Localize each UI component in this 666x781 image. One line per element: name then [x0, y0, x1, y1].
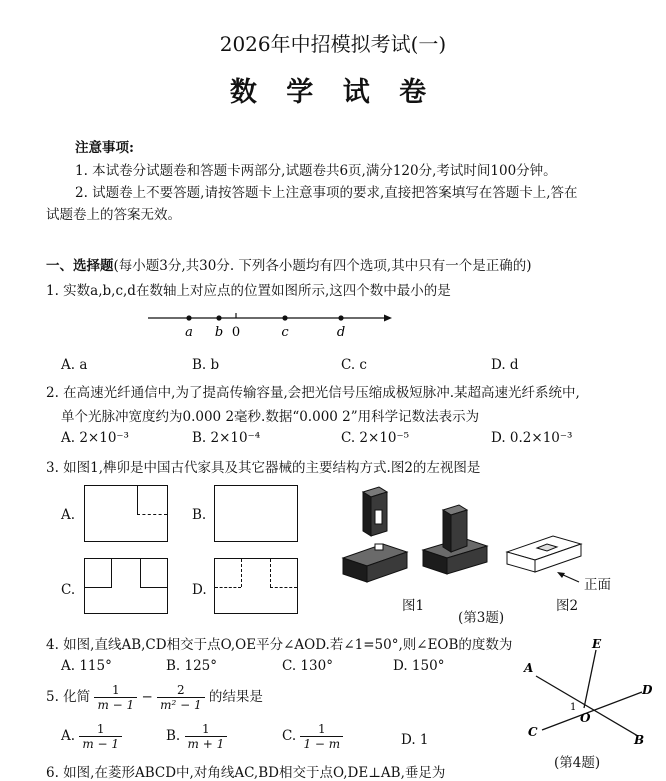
q4-caption: (第4题) [554, 755, 601, 771]
point-a [186, 315, 191, 320]
q3-option-d-label: D. [192, 582, 207, 598]
angle-1: 1 [570, 702, 577, 713]
q2-line2: 单个光脉冲宽度约为0.000 2毫秒.数据“0.000 2”用科学记数法表示为 [61, 409, 480, 425]
q3-fig1-label: 图1 [402, 598, 425, 614]
q3-option-a-figure [84, 485, 168, 542]
point-o: O [580, 711, 591, 725]
q4-stem: 4. 如图,直线AB,CD相交于点O,OE平分∠AOD.若∠1=50°,则∠EOB的度数为 [46, 637, 513, 653]
label-0: 0 [231, 325, 241, 340]
point-a: A [524, 661, 534, 675]
a-hidden-line [137, 514, 167, 515]
q3-option-a-label: A. [61, 507, 76, 523]
line-cd [542, 692, 642, 730]
q5-minus: − [141, 689, 153, 705]
q1-stem: 1. 实数a,b,c,d在数轴上对应点的位置如图所示,这四个数中最小的是 [46, 283, 451, 299]
q4-option-d: D. 150° [393, 658, 445, 674]
point-d: D [642, 683, 653, 697]
q5-fraction-2: $\frac{2}{\text{m² − 1}}$ [157, 683, 205, 712]
q5-option-b: B. $\frac{1}{m + 1}$ [166, 722, 227, 751]
label-b: b [214, 325, 224, 340]
front-arrow [561, 574, 579, 582]
number-line-arrow [384, 315, 392, 322]
q3-caption: (第3题) [458, 610, 505, 626]
notice-item-1: 1. 本试卷分试题卷和答题卡两部分,试题卷共6页,满分120分,考试时间100分钟。 [75, 163, 557, 179]
q1-option-b: B. b [192, 357, 220, 373]
point-d [338, 315, 343, 320]
ray-oe [584, 650, 596, 708]
q3-option-b-figure [214, 485, 298, 542]
exam-title: 2026年中招模拟考试(一) [219, 32, 447, 56]
paper-title: 数 学 试 卷 [229, 77, 437, 108]
q2-line1: 2. 在高速光纤通信中,为了提高传输容量,会把光信号压缩成极短脉冲.某超高速光纤系统中, [46, 385, 580, 401]
q4-option-a: A. 115° [61, 658, 112, 674]
q6-partial: 6. 如图,在菱形ABCD中,对角线AC,BD相交于点O,DE⊥AB,垂足为 [46, 765, 446, 781]
q1-option-c: C. c [341, 357, 367, 373]
notice-item-2-line2: 试题卷上的答案无效。 [46, 207, 181, 223]
label-a: a [185, 325, 193, 340]
q5-option-a: A. $\frac{1}{m - 1}$ [61, 722, 122, 751]
q4-option-b: B. 125° [166, 658, 218, 674]
point-b: B [634, 733, 645, 747]
q3-option-c-figure [84, 558, 168, 614]
q2-option-c: C. 2×10⁻⁵ [341, 430, 410, 446]
q3-fig2-label: 图2 [556, 598, 579, 614]
q5-stem [46, 683, 263, 712]
notice-heading: 注意事项: [75, 140, 134, 156]
fig1-part2 [423, 505, 487, 574]
notice-item-2-line1: 2. 试题卷上不要答题,请按答题卡上注意事项的要求,直接把答案填写在答题卡上,答在 [75, 185, 578, 201]
section-heading [46, 254, 531, 274]
q4-figure [516, 636, 666, 746]
q4-option-c: C. 130° [282, 658, 333, 674]
q2-option-a: A. 2×10⁻³ [61, 430, 129, 446]
q5-option-c: C. $\frac{1}{1 - m}$ [282, 722, 343, 751]
q3-option-d-figure [214, 558, 298, 614]
point-c: C [528, 725, 538, 739]
a-solid-line [137, 486, 138, 514]
q5-prefix: 5. 化简 [46, 689, 91, 705]
point-b [216, 315, 221, 320]
q3-option-b-label: B. [192, 507, 207, 523]
q1-option-a: A. a [61, 357, 88, 373]
q3-stem: 3. 如图1,榫卯是中国古代家具及其它器械的主要结构方式.图2的左视图是 [46, 460, 481, 476]
q5-option-d: D. 1 [401, 732, 429, 748]
q5-fraction-1: $\frac{1}{m - 1}$ [94, 683, 137, 712]
q3-option-c-label: C. [61, 582, 76, 598]
point-c [282, 315, 287, 320]
section-title: 一、选择题 [46, 258, 114, 274]
q1-option-d: D. d [491, 357, 519, 373]
fig1-part1 [343, 487, 407, 582]
q3-front-label: 正面 [584, 577, 611, 593]
q2-option-d: D. 0.2×10⁻³ [491, 430, 573, 446]
q3-tenon-figures [335, 486, 655, 616]
q5-suffix: 的结果是 [208, 689, 263, 705]
label-c: c [281, 325, 289, 340]
q2-option-b: B. 2×10⁻⁴ [192, 430, 261, 446]
fig2-part [507, 536, 581, 572]
point-e: E [592, 637, 602, 651]
q1-number-line [0, 305, 666, 345]
section-instruction: (每小题3分,共30分. 下列各小题均有四个选项,其中只有一个是正确的) [113, 258, 532, 274]
label-d: d [336, 325, 346, 340]
